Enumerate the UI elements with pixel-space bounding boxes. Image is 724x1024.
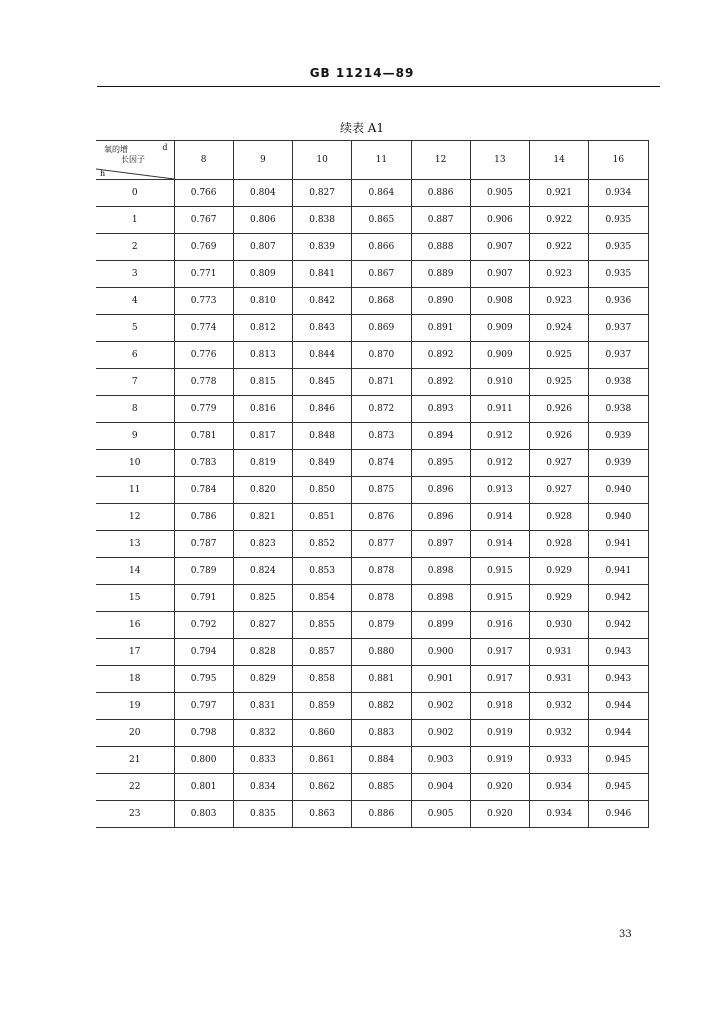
value-cell: 0.781	[174, 423, 233, 450]
value-cell: 0.783	[174, 450, 233, 477]
value-cell: 0.921	[530, 180, 589, 207]
value-cell: 0.852	[293, 531, 352, 558]
value-cell: 0.943	[589, 666, 648, 693]
table-row	[96, 531, 648, 558]
row-label: 3	[96, 261, 174, 288]
value-cell: 0.879	[352, 612, 411, 639]
value-cell: 0.869	[352, 315, 411, 342]
value-cell: 0.828	[233, 639, 292, 666]
row-label: 22	[96, 774, 174, 801]
value-cell: 0.932	[530, 693, 589, 720]
value-cell: 0.934	[589, 180, 648, 207]
column-header: 16	[589, 141, 648, 180]
value-cell: 0.897	[411, 531, 470, 558]
value-cell: 0.769	[174, 234, 233, 261]
value-cell: 0.845	[293, 369, 352, 396]
value-cell: 0.815	[233, 369, 292, 396]
value-cell: 0.849	[293, 450, 352, 477]
value-cell: 0.877	[352, 531, 411, 558]
corner-cell	[96, 141, 174, 180]
value-cell: 0.927	[530, 450, 589, 477]
table-caption: 续表 A1	[339, 121, 385, 135]
value-cell: 0.898	[411, 558, 470, 585]
value-cell: 0.920	[470, 801, 529, 828]
value-cell: 0.779	[174, 396, 233, 423]
table-row	[96, 342, 648, 369]
column-header: 11	[352, 141, 411, 180]
row-label: 9	[96, 423, 174, 450]
value-cell: 0.857	[293, 639, 352, 666]
value-cell: 0.774	[174, 315, 233, 342]
value-cell: 0.797	[174, 693, 233, 720]
value-cell: 0.912	[470, 423, 529, 450]
value-cell: 0.870	[352, 342, 411, 369]
value-cell: 0.919	[470, 747, 529, 774]
value-cell: 0.789	[174, 558, 233, 585]
value-cell: 0.929	[530, 585, 589, 612]
value-cell: 0.850	[293, 477, 352, 504]
value-cell: 0.911	[470, 396, 529, 423]
value-cell: 0.928	[530, 504, 589, 531]
row-label: 23	[96, 801, 174, 828]
value-cell: 0.901	[411, 666, 470, 693]
value-cell: 0.885	[352, 774, 411, 801]
row-label: 15	[96, 585, 174, 612]
row-label: 18	[96, 666, 174, 693]
value-cell: 0.810	[233, 288, 292, 315]
value-cell: 0.771	[174, 261, 233, 288]
value-cell: 0.937	[589, 315, 648, 342]
value-cell: 0.791	[174, 585, 233, 612]
value-cell: 0.917	[470, 639, 529, 666]
value-cell: 0.925	[530, 369, 589, 396]
value-cell: 0.891	[411, 315, 470, 342]
value-cell: 0.931	[530, 666, 589, 693]
value-cell: 0.920	[470, 774, 529, 801]
value-cell: 0.872	[352, 396, 411, 423]
table-row	[96, 288, 648, 315]
value-cell: 0.905	[411, 801, 470, 828]
table-row	[96, 558, 648, 585]
value-cell: 0.806	[233, 207, 292, 234]
value-cell: 0.913	[470, 477, 529, 504]
table-row	[96, 261, 648, 288]
value-cell: 0.896	[411, 504, 470, 531]
value-cell: 0.841	[293, 261, 352, 288]
value-cell: 0.886	[411, 180, 470, 207]
value-cell: 0.900	[411, 639, 470, 666]
value-cell: 0.827	[233, 612, 292, 639]
value-cell: 0.915	[470, 585, 529, 612]
value-cell: 0.824	[233, 558, 292, 585]
value-cell: 0.944	[589, 720, 648, 747]
value-cell: 0.807	[233, 234, 292, 261]
column-header: 14	[530, 141, 589, 180]
value-cell: 0.817	[233, 423, 292, 450]
value-cell: 0.902	[411, 720, 470, 747]
value-cell: 0.832	[233, 720, 292, 747]
value-cell: 0.944	[589, 693, 648, 720]
value-cell: 0.926	[530, 423, 589, 450]
value-cell: 0.924	[530, 315, 589, 342]
document-header: GB 11214—89	[309, 66, 415, 80]
value-cell: 0.946	[589, 801, 648, 828]
row-label: 13	[96, 531, 174, 558]
value-cell: 0.926	[530, 396, 589, 423]
value-cell: 0.942	[589, 585, 648, 612]
value-cell: 0.876	[352, 504, 411, 531]
value-cell: 0.883	[352, 720, 411, 747]
value-cell: 0.940	[589, 504, 648, 531]
value-cell: 0.865	[352, 207, 411, 234]
value-cell: 0.884	[352, 747, 411, 774]
value-cell: 0.804	[233, 180, 292, 207]
page-number: 33	[619, 929, 632, 940]
value-cell: 0.874	[352, 450, 411, 477]
value-cell: 0.813	[233, 342, 292, 369]
value-cell: 0.801	[174, 774, 233, 801]
value-cell: 0.863	[293, 801, 352, 828]
value-cell: 0.939	[589, 423, 648, 450]
value-cell: 0.867	[352, 261, 411, 288]
table-row	[96, 585, 648, 612]
row-label: 21	[96, 747, 174, 774]
value-cell: 0.851	[293, 504, 352, 531]
table-row	[96, 747, 648, 774]
value-cell: 0.918	[470, 693, 529, 720]
value-cell: 0.923	[530, 288, 589, 315]
column-header: 8	[174, 141, 233, 180]
value-cell: 0.934	[530, 801, 589, 828]
corner-label-line1: 氧的增	[104, 145, 128, 154]
value-cell: 0.767	[174, 207, 233, 234]
value-cell: 0.798	[174, 720, 233, 747]
value-cell: 0.776	[174, 342, 233, 369]
column-header: 10	[293, 141, 352, 180]
value-cell: 0.784	[174, 477, 233, 504]
value-cell: 0.917	[470, 666, 529, 693]
value-cell: 0.892	[411, 342, 470, 369]
value-cell: 0.868	[352, 288, 411, 315]
value-cell: 0.792	[174, 612, 233, 639]
value-cell: 0.882	[352, 693, 411, 720]
value-cell: 0.935	[589, 234, 648, 261]
value-cell: 0.945	[589, 747, 648, 774]
value-cell: 0.941	[589, 531, 648, 558]
value-cell: 0.820	[233, 477, 292, 504]
value-cell: 0.861	[293, 747, 352, 774]
value-cell: 0.838	[293, 207, 352, 234]
value-cell: 0.880	[352, 639, 411, 666]
value-cell: 0.887	[411, 207, 470, 234]
value-cell: 0.898	[411, 585, 470, 612]
row-label: 5	[96, 315, 174, 342]
row-label: 0	[96, 180, 174, 207]
value-cell: 0.935	[589, 207, 648, 234]
value-cell: 0.938	[589, 369, 648, 396]
value-cell: 0.787	[174, 531, 233, 558]
value-cell: 0.795	[174, 666, 233, 693]
value-cell: 0.927	[530, 477, 589, 504]
table-row	[96, 774, 648, 801]
value-cell: 0.919	[470, 720, 529, 747]
value-cell: 0.915	[470, 558, 529, 585]
table-row	[96, 234, 648, 261]
table-row	[96, 504, 648, 531]
value-cell: 0.922	[530, 234, 589, 261]
value-cell: 0.914	[470, 504, 529, 531]
value-cell: 0.854	[293, 585, 352, 612]
value-cell: 0.827	[293, 180, 352, 207]
value-cell: 0.903	[411, 747, 470, 774]
value-cell: 0.892	[411, 369, 470, 396]
table-row	[96, 720, 648, 747]
value-cell: 0.886	[352, 801, 411, 828]
value-cell: 0.819	[233, 450, 292, 477]
row-label: 17	[96, 639, 174, 666]
value-cell: 0.928	[530, 531, 589, 558]
value-cell: 0.922	[530, 207, 589, 234]
value-cell: 0.938	[589, 396, 648, 423]
table-row	[96, 369, 648, 396]
value-cell: 0.895	[411, 450, 470, 477]
header-rule	[97, 86, 660, 87]
value-cell: 0.905	[470, 180, 529, 207]
value-cell: 0.907	[470, 234, 529, 261]
value-cell: 0.902	[411, 693, 470, 720]
column-header: 13	[470, 141, 529, 180]
value-cell: 0.899	[411, 612, 470, 639]
value-cell: 0.914	[470, 531, 529, 558]
value-cell: 0.909	[470, 315, 529, 342]
column-header: 12	[411, 141, 470, 180]
value-cell: 0.934	[530, 774, 589, 801]
value-cell: 0.839	[293, 234, 352, 261]
value-cell: 0.858	[293, 666, 352, 693]
value-cell: 0.778	[174, 369, 233, 396]
value-cell: 0.844	[293, 342, 352, 369]
row-label: 1	[96, 207, 174, 234]
value-cell: 0.941	[589, 558, 648, 585]
value-cell: 0.809	[233, 261, 292, 288]
value-cell: 0.889	[411, 261, 470, 288]
value-cell: 0.812	[233, 315, 292, 342]
value-cell: 0.894	[411, 423, 470, 450]
row-label: 8	[96, 396, 174, 423]
value-cell: 0.786	[174, 504, 233, 531]
value-cell: 0.842	[293, 288, 352, 315]
corner-d-label: d	[162, 143, 168, 152]
row-label: 2	[96, 234, 174, 261]
column-header: 9	[233, 141, 292, 180]
table-row	[96, 666, 648, 693]
value-cell: 0.875	[352, 477, 411, 504]
value-cell: 0.860	[293, 720, 352, 747]
value-cell: 0.907	[470, 261, 529, 288]
table-row	[96, 180, 648, 207]
value-cell: 0.800	[174, 747, 233, 774]
value-cell: 0.862	[293, 774, 352, 801]
value-cell: 0.766	[174, 180, 233, 207]
value-cell: 0.942	[589, 612, 648, 639]
value-cell: 0.932	[530, 720, 589, 747]
table-row	[96, 639, 648, 666]
table-header-row	[96, 141, 648, 180]
table-row	[96, 315, 648, 342]
value-cell: 0.878	[352, 558, 411, 585]
value-cell: 0.843	[293, 315, 352, 342]
table-row	[96, 801, 648, 828]
table-row	[96, 450, 648, 477]
value-cell: 0.816	[233, 396, 292, 423]
value-cell: 0.848	[293, 423, 352, 450]
value-cell: 0.935	[589, 261, 648, 288]
value-cell: 0.866	[352, 234, 411, 261]
value-cell: 0.829	[233, 666, 292, 693]
value-cell: 0.834	[233, 774, 292, 801]
value-cell: 0.904	[411, 774, 470, 801]
corner-h-label: h	[100, 169, 106, 178]
value-cell: 0.888	[411, 234, 470, 261]
table-row	[96, 207, 648, 234]
value-cell: 0.825	[233, 585, 292, 612]
value-cell: 0.864	[352, 180, 411, 207]
value-cell: 0.916	[470, 612, 529, 639]
value-cell: 0.893	[411, 396, 470, 423]
row-label: 19	[96, 693, 174, 720]
value-cell: 0.931	[530, 639, 589, 666]
row-label: 12	[96, 504, 174, 531]
row-label: 11	[96, 477, 174, 504]
value-cell: 0.890	[411, 288, 470, 315]
coefficient-table	[96, 140, 649, 828]
value-cell: 0.855	[293, 612, 352, 639]
value-cell: 0.896	[411, 477, 470, 504]
row-label: 6	[96, 342, 174, 369]
value-cell: 0.929	[530, 558, 589, 585]
value-cell: 0.803	[174, 801, 233, 828]
value-cell: 0.833	[233, 747, 292, 774]
table-body	[96, 180, 648, 828]
table-row	[96, 612, 648, 639]
value-cell: 0.936	[589, 288, 648, 315]
value-cell: 0.937	[589, 342, 648, 369]
value-cell: 0.923	[530, 261, 589, 288]
value-cell: 0.823	[233, 531, 292, 558]
value-cell: 0.930	[530, 612, 589, 639]
table-row	[96, 423, 648, 450]
row-label: 20	[96, 720, 174, 747]
value-cell: 0.846	[293, 396, 352, 423]
value-cell: 0.908	[470, 288, 529, 315]
value-cell: 0.925	[530, 342, 589, 369]
value-cell: 0.873	[352, 423, 411, 450]
row-label: 16	[96, 612, 174, 639]
value-cell: 0.878	[352, 585, 411, 612]
table-row	[96, 693, 648, 720]
value-cell: 0.794	[174, 639, 233, 666]
corner-label-line2: 长因子	[121, 155, 145, 164]
value-cell: 0.835	[233, 801, 292, 828]
value-cell: 0.939	[589, 450, 648, 477]
row-label: 7	[96, 369, 174, 396]
value-cell: 0.906	[470, 207, 529, 234]
value-cell: 0.821	[233, 504, 292, 531]
value-cell: 0.881	[352, 666, 411, 693]
value-cell: 0.910	[470, 369, 529, 396]
value-cell: 0.945	[589, 774, 648, 801]
row-label: 4	[96, 288, 174, 315]
value-cell: 0.871	[352, 369, 411, 396]
value-cell: 0.940	[589, 477, 648, 504]
value-cell: 0.912	[470, 450, 529, 477]
value-cell: 0.859	[293, 693, 352, 720]
row-label: 10	[96, 450, 174, 477]
table-row	[96, 477, 648, 504]
value-cell: 0.909	[470, 342, 529, 369]
value-cell: 0.933	[530, 747, 589, 774]
value-cell: 0.831	[233, 693, 292, 720]
table-row	[96, 396, 648, 423]
value-cell: 0.853	[293, 558, 352, 585]
value-cell: 0.943	[589, 639, 648, 666]
value-cell: 0.773	[174, 288, 233, 315]
row-label: 14	[96, 558, 174, 585]
